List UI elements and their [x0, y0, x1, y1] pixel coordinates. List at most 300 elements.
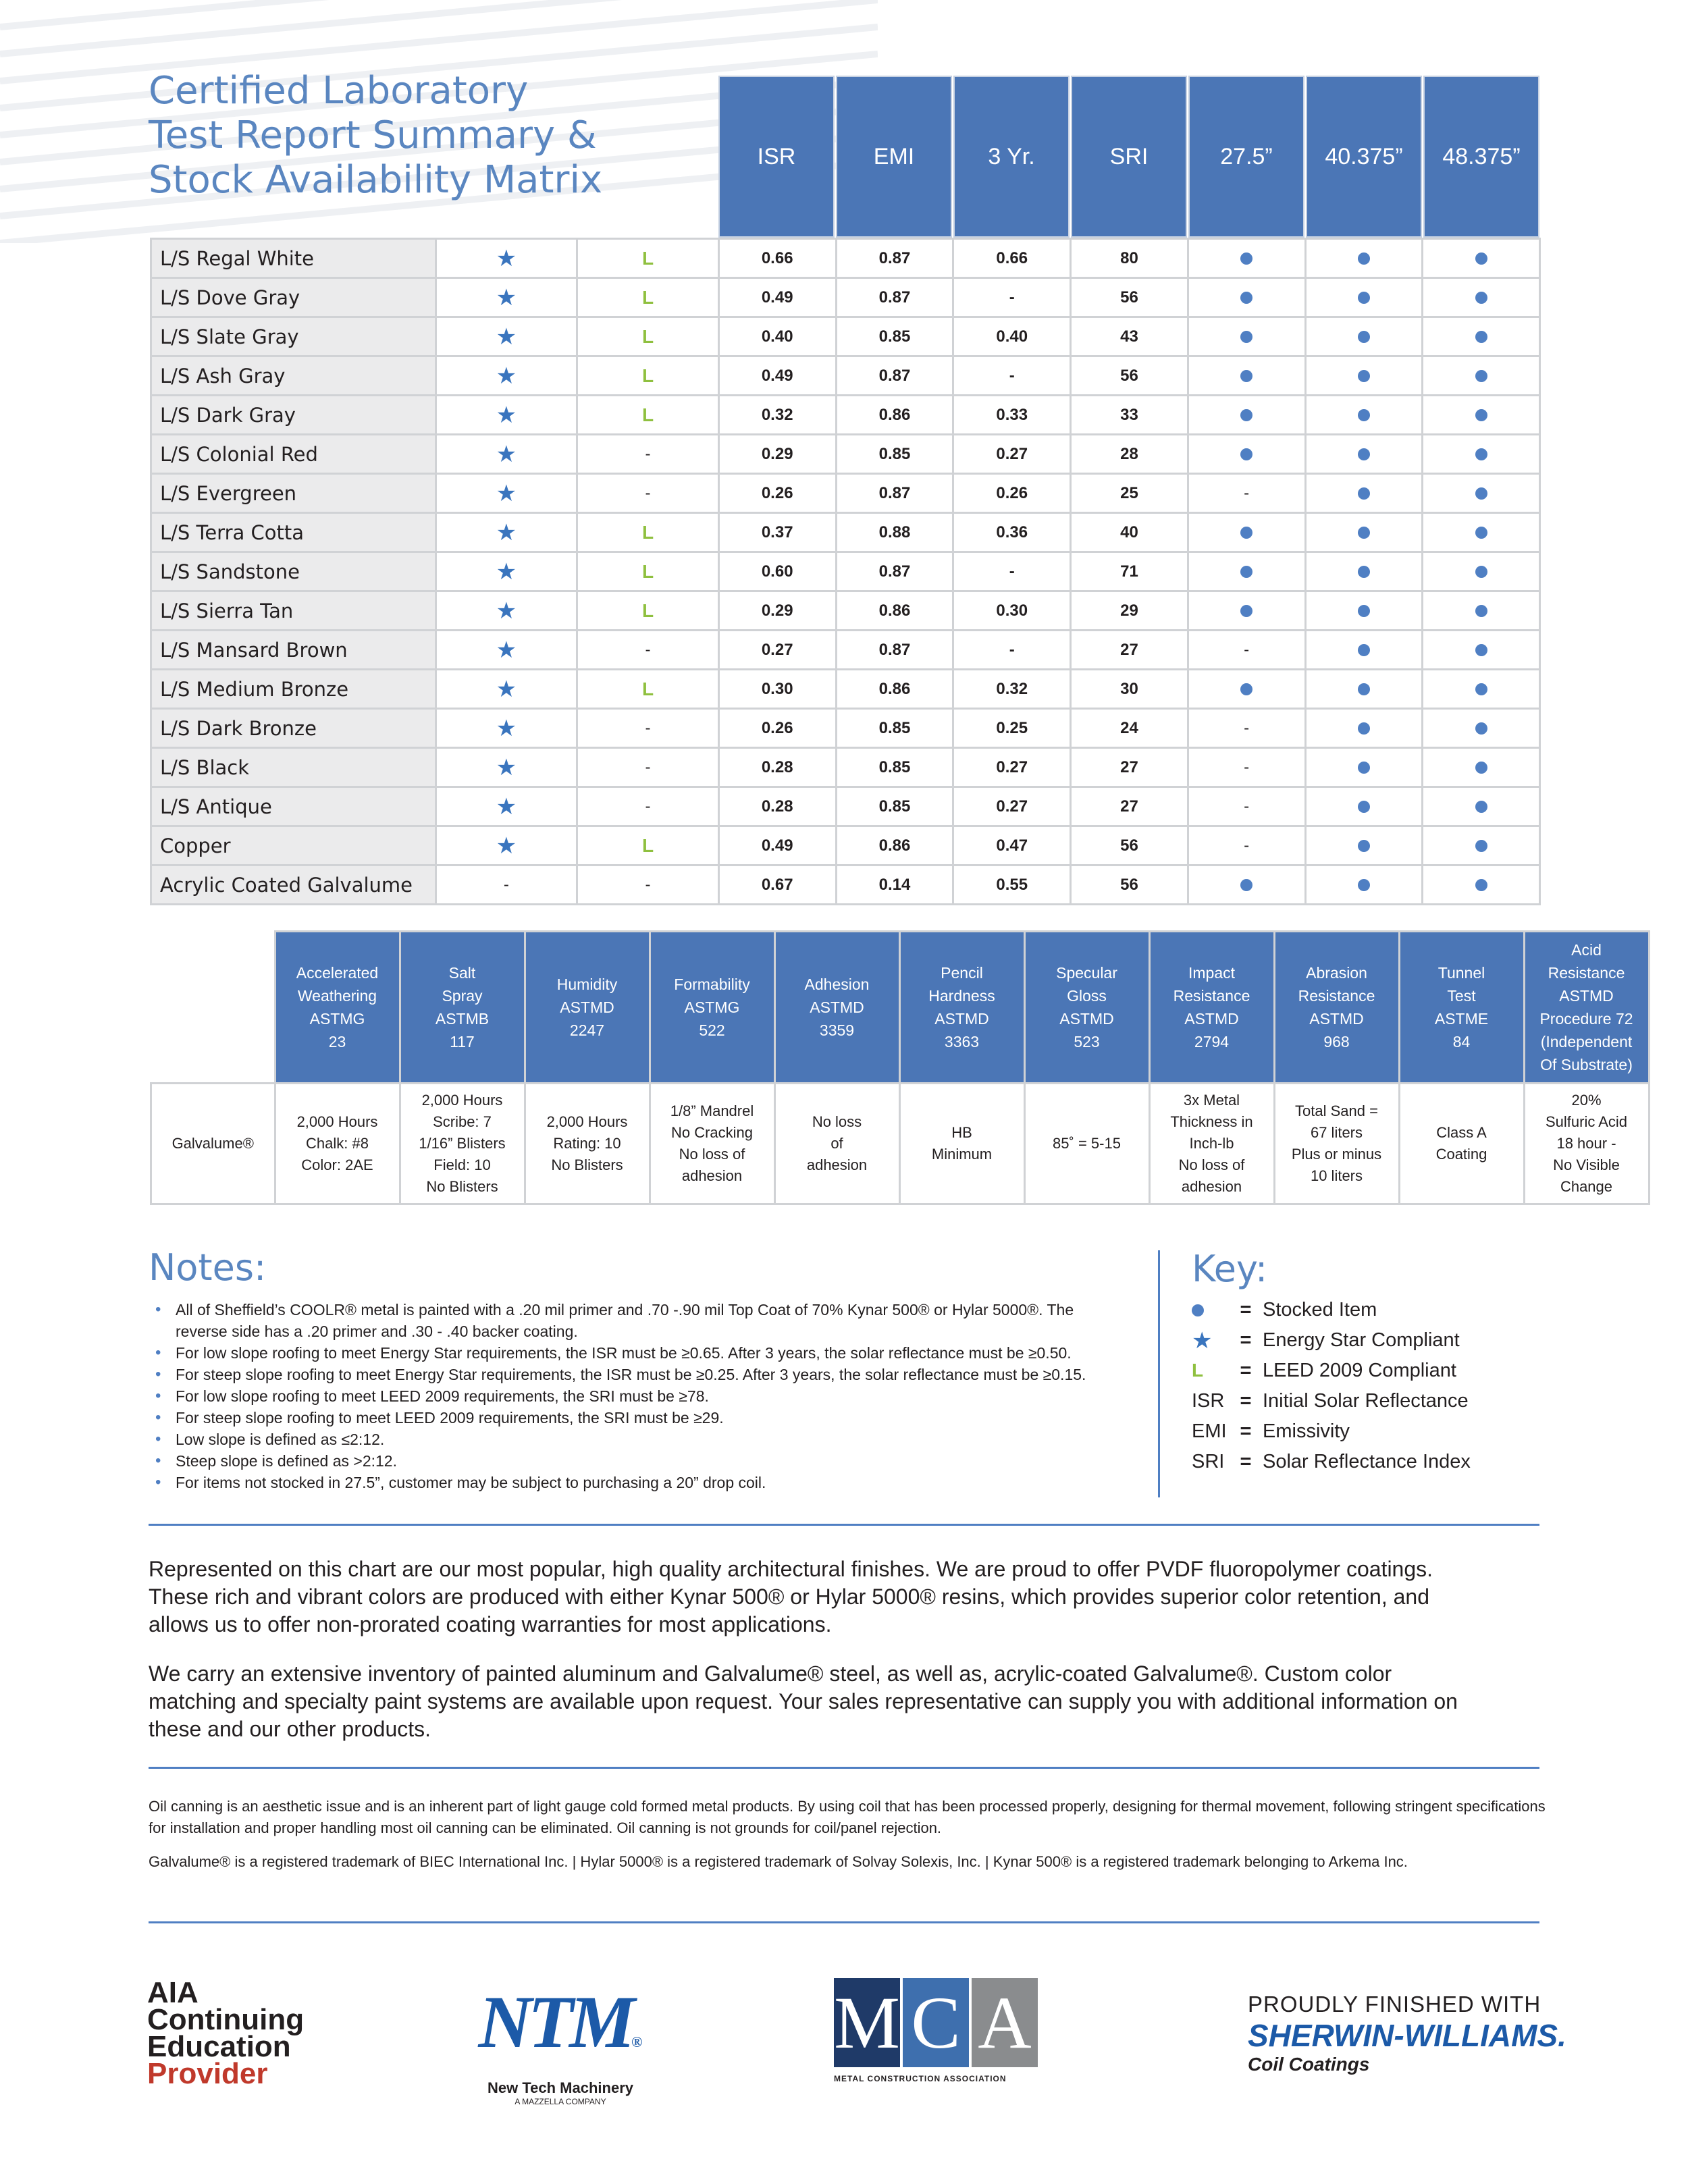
test-header-line: Resistance	[1298, 987, 1375, 1005]
sw-subtitle: Coil Coatings	[1248, 2054, 1370, 2075]
isr-value: 0.66	[761, 248, 793, 267]
emi-cell	[836, 474, 953, 513]
sri-value: 40	[1120, 523, 1138, 541]
test-value-line: adhesion	[806, 1156, 868, 1173]
width-stock-cell	[1188, 356, 1305, 396]
emi-value: 0.86	[878, 601, 911, 620]
test-value-line: adhesion	[1181, 1178, 1242, 1195]
sw-tagline: PROUDLY FINISHED WITH	[1248, 1992, 1541, 2017]
test-value-line: 1/8” Mandrel	[670, 1102, 754, 1119]
isr-cell	[718, 474, 836, 513]
matrix-header-row	[718, 76, 1541, 238]
notes-title: Notes:	[149, 1246, 267, 1289]
isr-cell	[718, 631, 836, 670]
test-header-line: ASTMB	[435, 1010, 490, 1028]
page-title	[149, 69, 602, 203]
sri-value: 30	[1120, 679, 1138, 698]
key-text: Emissivity	[1263, 1420, 1350, 1442]
key-equals: =	[1240, 1451, 1252, 1472]
test-header-line: Hardness	[928, 987, 995, 1005]
dot-icon	[1240, 605, 1252, 617]
emi-cell	[836, 865, 953, 905]
matrix-row	[151, 396, 1540, 435]
energy-star-cell	[436, 670, 577, 709]
test-value-line: Minimum	[931, 1146, 993, 1163]
star-icon: ★	[496, 676, 517, 702]
key-text: LEED 2009 Compliant	[1263, 1360, 1456, 1381]
yr3-cell	[953, 709, 1071, 748]
leed-l-icon: L	[641, 678, 654, 699]
test-header-line: (Independent	[1540, 1033, 1633, 1050]
test-value-line: No loss of	[679, 1146, 745, 1163]
key-legend	[1192, 1295, 1471, 1477]
dot-icon	[1358, 370, 1370, 382]
key-symbol	[1192, 1327, 1229, 1354]
yr3-cell	[953, 591, 1071, 631]
dash-value: -	[645, 444, 651, 463]
matrix-row	[151, 356, 1540, 396]
isr-value: 0.60	[761, 562, 793, 581]
test-header-line: Procedure 72	[1539, 1010, 1633, 1028]
matrix-row	[151, 631, 1540, 670]
dot-icon	[1475, 487, 1487, 500]
test-header	[275, 932, 400, 1084]
energy-star-cell	[436, 826, 577, 865]
notes-list	[155, 1299, 1128, 1493]
dash-value: -	[645, 797, 651, 816]
test-header	[1149, 932, 1274, 1084]
test-value-line: 10 liters	[1310, 1167, 1363, 1184]
width-stock-cell	[1305, 748, 1423, 787]
emi-value: 0.87	[878, 562, 911, 581]
test-value-line: 2,000 Hours	[296, 1113, 378, 1130]
test-header-line: Adhesion	[804, 976, 870, 993]
test-value-line: HB	[951, 1124, 972, 1141]
matrix-row	[151, 317, 1540, 356]
color-name: L/S Dark Bronze	[151, 709, 436, 748]
yr3-cell	[953, 317, 1071, 356]
key-text: Energy Star Compliant	[1263, 1329, 1460, 1351]
test-header-line: 523	[1074, 1033, 1100, 1050]
test-header	[1524, 932, 1649, 1084]
dot-icon	[1240, 879, 1252, 891]
matrix-row	[151, 552, 1540, 591]
test-header-row	[151, 932, 1650, 1084]
matrix-row	[151, 709, 1540, 748]
leed-cell	[577, 552, 719, 591]
test-header-line: ASTMG	[684, 998, 740, 1016]
emi-cell	[836, 787, 953, 826]
stock-availability-matrix	[150, 238, 1541, 905]
leed-l-icon: L	[641, 521, 654, 543]
energy-star-cell	[436, 591, 577, 631]
test-header-line: 84	[1452, 1033, 1471, 1050]
yr3-value: -	[1009, 288, 1015, 307]
leed-cell	[577, 787, 719, 826]
sri-cell	[1071, 552, 1188, 591]
test-value-line: Sulfuric Acid	[1545, 1113, 1628, 1130]
star-icon: ★	[496, 754, 517, 780]
leed-cell	[577, 317, 719, 356]
test-header-line: ASTMD	[1059, 1010, 1114, 1028]
dot-icon	[1358, 448, 1370, 460]
color-name: L/S Terra Cotta	[151, 513, 436, 552]
dot-icon	[1475, 370, 1487, 382]
emi-value: 0.88	[878, 523, 911, 541]
isr-cell	[718, 591, 836, 631]
matrix-row	[151, 670, 1540, 709]
yr3-cell	[953, 631, 1071, 670]
width-stock-cell	[1423, 474, 1540, 513]
test-header-line: ASTMG	[309, 1010, 365, 1028]
emi-cell	[836, 278, 953, 317]
yr3-cell	[953, 356, 1071, 396]
key-text: Initial Solar Reflectance	[1263, 1390, 1469, 1412]
matrix-row	[151, 865, 1540, 905]
dot-icon	[1358, 644, 1370, 656]
dash-value: -	[1244, 757, 1250, 776]
yr3-value: 0.32	[996, 679, 1028, 698]
key-item	[1192, 1416, 1471, 1447]
sri-value: 29	[1120, 601, 1138, 620]
matrix-row	[151, 239, 1540, 278]
width-stock-cell	[1305, 787, 1423, 826]
dash-value: -	[645, 640, 651, 659]
energy-star-cell	[436, 474, 577, 513]
width-stock-cell	[1305, 552, 1423, 591]
sri-cell	[1071, 278, 1188, 317]
test-header-line: Specular	[1056, 964, 1117, 982]
test-value	[275, 1084, 400, 1204]
yr3-cell	[953, 865, 1071, 905]
dash-value: -	[645, 718, 651, 737]
dash-value: -	[1244, 836, 1250, 855]
dot-icon	[1475, 644, 1487, 656]
isr-cell	[718, 356, 836, 396]
width-stock-cell	[1423, 748, 1540, 787]
yr3-value: 0.33	[996, 405, 1028, 424]
yr3-value: 0.27	[996, 757, 1028, 776]
dot-icon	[1358, 762, 1370, 774]
isr-value: 0.40	[761, 327, 793, 346]
emi-cell	[836, 748, 953, 787]
dot-icon	[1240, 252, 1252, 265]
isr-cell	[718, 826, 836, 865]
isr-cell	[718, 748, 836, 787]
energy-star-cell	[436, 396, 577, 435]
dot-icon	[1475, 879, 1487, 891]
yr3-value: 0.27	[996, 444, 1028, 463]
sri-value: 80	[1120, 248, 1138, 267]
emi-cell	[836, 239, 953, 278]
key-item	[1192, 1325, 1471, 1356]
sw-brand: SHERWIN-WILLIAMS.	[1248, 2018, 1566, 2053]
test-value-line: No Blisters	[426, 1178, 498, 1195]
width-stock-cell	[1305, 278, 1423, 317]
dot-icon	[1240, 566, 1252, 578]
yr3-cell	[953, 787, 1071, 826]
width-stock-cell	[1423, 513, 1540, 552]
mca-letter-m: M	[834, 1978, 900, 2067]
test-value-line: Change	[1560, 1178, 1613, 1195]
test-header-line: ASTME	[1434, 1010, 1489, 1028]
ntm-registered: ®	[631, 2033, 643, 2050]
key-text: Stocked Item	[1263, 1299, 1377, 1321]
width-stock-cell	[1188, 435, 1305, 474]
dot-icon	[1475, 409, 1487, 421]
emi-value: 0.86	[878, 836, 911, 855]
sri-value: 28	[1120, 444, 1138, 463]
isr-cell	[718, 435, 836, 474]
color-name: L/S Slate Gray	[151, 317, 436, 356]
sri-cell	[1071, 709, 1188, 748]
energy-star-cell	[436, 552, 577, 591]
divider-line	[149, 1524, 1539, 1526]
width-stock-cell	[1305, 709, 1423, 748]
dot-icon	[1358, 605, 1370, 617]
dot-icon	[1358, 566, 1370, 578]
emi-cell	[836, 317, 953, 356]
energy-star-cell	[436, 787, 577, 826]
width-stock-cell	[1423, 356, 1540, 396]
width-stock-cell	[1305, 356, 1423, 396]
aia-logo-line: Education	[147, 2030, 291, 2063]
test-header-line: 968	[1323, 1033, 1350, 1050]
isr-cell	[718, 513, 836, 552]
yr3-value: 0.30	[996, 601, 1028, 620]
test-value-line: Coating	[1435, 1146, 1487, 1163]
width-stock-cell	[1305, 631, 1423, 670]
width-stock-cell	[1188, 865, 1305, 905]
sri-value: 27	[1120, 757, 1138, 776]
dot-icon	[1475, 840, 1487, 852]
color-name: L/S Sierra Tan	[151, 591, 436, 631]
matrix-header-width-48-375: 48.375”	[1423, 76, 1539, 238]
isr-value: 0.32	[761, 405, 793, 424]
width-stock-cell	[1423, 317, 1540, 356]
color-name: L/S Ash Gray	[151, 356, 436, 396]
yr3-value: 0.47	[996, 836, 1028, 855]
dot-icon	[1192, 1304, 1204, 1316]
dot-icon	[1475, 527, 1487, 539]
leed-cell	[577, 826, 719, 865]
test-value-line: of	[830, 1135, 843, 1152]
test-header-line: Salt	[448, 964, 476, 982]
leed-cell	[577, 865, 719, 905]
isr-value: 0.28	[761, 797, 793, 816]
isr-value: 0.27	[761, 640, 793, 659]
test-value	[1399, 1084, 1524, 1204]
yr3-cell	[953, 748, 1071, 787]
star-icon: ★	[1192, 1327, 1213, 1354]
key-symbol	[1192, 1299, 1229, 1321]
test-value-line: 3x Metal	[1183, 1092, 1240, 1109]
divider-line	[149, 1767, 1539, 1769]
test-value-line: Total Sand =	[1295, 1102, 1378, 1119]
test-value	[400, 1084, 525, 1204]
leed-cell	[577, 435, 719, 474]
test-value-line: Color: 2AE	[301, 1156, 373, 1173]
matrix-header-3yr: 3 Yr.	[953, 76, 1070, 238]
star-icon: ★	[496, 519, 517, 545]
dot-icon	[1240, 370, 1252, 382]
sherwin-williams-logo	[1248, 1992, 1566, 2075]
test-value-line: 67 liters	[1310, 1124, 1363, 1141]
key-equals: =	[1240, 1390, 1252, 1412]
emi-value: 0.87	[878, 248, 911, 267]
energy-star-cell	[436, 278, 577, 317]
title-line: Test Report Summary &	[149, 113, 597, 157]
dot-icon	[1475, 566, 1487, 578]
test-header-line: 117	[450, 1033, 475, 1050]
emi-value: 0.85	[878, 327, 911, 346]
emi-cell	[836, 356, 953, 396]
test-value-line: 1/16” Blisters	[419, 1135, 506, 1152]
width-stock-cell	[1423, 239, 1540, 278]
leed-l-icon: L	[641, 600, 654, 621]
sri-cell	[1071, 435, 1188, 474]
width-stock-cell	[1305, 474, 1423, 513]
width-stock-cell	[1423, 278, 1540, 317]
sri-cell	[1071, 591, 1188, 631]
isr-cell	[718, 865, 836, 905]
sri-cell	[1071, 513, 1188, 552]
aia-logo-line: AIA	[147, 1976, 199, 2009]
width-stock-cell	[1305, 591, 1423, 631]
dot-icon	[1358, 252, 1370, 265]
energy-star-cell	[436, 865, 577, 905]
emi-value: 0.14	[878, 875, 911, 894]
dash-value: -	[503, 875, 509, 894]
dot-icon	[1475, 722, 1487, 735]
energy-star-cell	[436, 513, 577, 552]
energy-star-cell	[436, 709, 577, 748]
test-values-row	[151, 1084, 1650, 1204]
sri-value: 43	[1120, 327, 1138, 346]
test-value	[1524, 1084, 1649, 1204]
emi-value: 0.85	[878, 757, 911, 776]
emi-value: 0.87	[878, 288, 911, 307]
ntm-logo-subtitle: A MAZZELLA COMPANY	[515, 2097, 606, 2106]
dot-icon	[1358, 331, 1370, 343]
matrix-header-width-40-375: 40.375”	[1306, 76, 1422, 238]
width-stock-cell	[1423, 787, 1540, 826]
emi-cell	[836, 670, 953, 709]
test-value-line: Plus or minus	[1291, 1146, 1382, 1163]
test-header	[400, 932, 525, 1084]
test-results-table	[150, 930, 1650, 1205]
dot-icon	[1358, 722, 1370, 735]
test-value-line: No Cracking	[670, 1124, 754, 1141]
leed-l-icon: L	[641, 325, 654, 347]
emi-cell	[836, 709, 953, 748]
width-stock-cell	[1305, 513, 1423, 552]
dot-icon	[1358, 801, 1370, 813]
test-header-corner	[151, 932, 275, 1084]
ntm-logo-name: New Tech Machinery	[487, 2079, 633, 2096]
key-title: Key:	[1192, 1248, 1268, 1290]
dot-icon	[1240, 292, 1252, 304]
test-header-line: Humidity	[556, 976, 618, 993]
test-value-line: Class A	[1436, 1124, 1487, 1141]
sri-cell	[1071, 356, 1188, 396]
matrix-header-emi: EMI	[836, 76, 952, 238]
leed-cell	[577, 356, 719, 396]
note-item: • Steep slope is defined as >2:12.	[155, 1450, 1128, 1472]
color-name: L/S Antique	[151, 787, 436, 826]
sri-value: 27	[1120, 640, 1138, 659]
test-header-line: Test	[1447, 987, 1476, 1005]
title-line: Certified Laboratory	[149, 69, 529, 113]
energy-star-cell	[436, 317, 577, 356]
isr-value: 0.49	[761, 836, 793, 855]
test-header	[774, 932, 899, 1084]
leed-cell	[577, 513, 719, 552]
yr3-cell	[953, 474, 1071, 513]
dash-value: -	[645, 875, 651, 894]
width-stock-cell	[1423, 591, 1540, 631]
test-header-line: Tunnel	[1438, 964, 1485, 982]
test-header-line: Impact	[1188, 964, 1236, 982]
test-value	[1274, 1084, 1399, 1204]
test-value	[650, 1084, 774, 1204]
leed-cell	[577, 631, 719, 670]
isr-cell	[718, 239, 836, 278]
aia-logo	[147, 1976, 305, 2090]
test-value	[1024, 1084, 1149, 1204]
sri-value: 33	[1120, 405, 1138, 424]
test-header-line: ASTMD	[934, 1010, 989, 1028]
isr-cell	[718, 396, 836, 435]
matrix-row	[151, 278, 1540, 317]
energy-star-cell	[436, 631, 577, 670]
color-name: Copper	[151, 826, 436, 865]
star-icon: ★	[496, 637, 517, 663]
width-stock-cell	[1305, 239, 1423, 278]
yr3-cell	[953, 239, 1071, 278]
test-value-line: 2,000 Hours	[546, 1113, 628, 1130]
emi-cell	[836, 552, 953, 591]
isr-value: 0.26	[761, 718, 793, 737]
test-header-line: Acid	[1571, 941, 1602, 959]
dot-icon	[1358, 409, 1370, 421]
width-stock-cell	[1423, 670, 1540, 709]
test-header-line: 2794	[1194, 1033, 1230, 1050]
test-value-line: Rating: 10	[553, 1135, 621, 1152]
test-header	[525, 932, 650, 1084]
test-header-line: Of Substrate)	[1540, 1056, 1633, 1073]
width-stock-cell	[1423, 631, 1540, 670]
test-value	[899, 1084, 1024, 1204]
key-item	[1192, 1356, 1471, 1386]
dash-value: -	[1244, 640, 1250, 659]
matrix-row	[151, 748, 1540, 787]
color-name: L/S Black	[151, 748, 436, 787]
emi-value: 0.87	[878, 483, 911, 502]
leed-l-icon: L	[1192, 1360, 1204, 1381]
isr-value: 0.28	[761, 757, 793, 776]
energy-star-cell	[436, 435, 577, 474]
emi-cell	[836, 826, 953, 865]
energy-star-cell	[436, 748, 577, 787]
sri-cell	[1071, 474, 1188, 513]
dot-icon	[1475, 683, 1487, 695]
width-stock-cell	[1423, 552, 1540, 591]
test-value-line: Inch-lb	[1189, 1135, 1234, 1152]
isr-value: 0.29	[761, 444, 793, 463]
width-stock-cell	[1305, 865, 1423, 905]
matrix-row	[151, 787, 1540, 826]
